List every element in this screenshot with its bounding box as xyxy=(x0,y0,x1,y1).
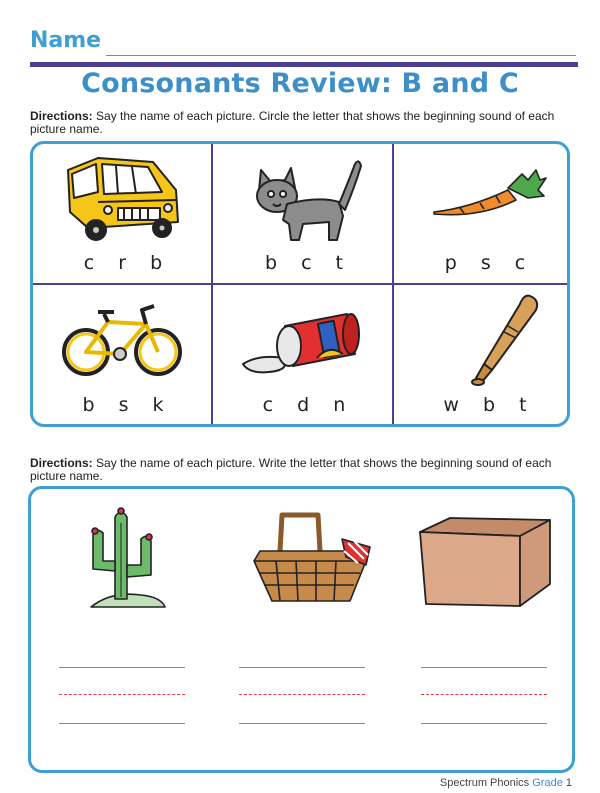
basket-icon xyxy=(246,511,386,621)
title-rule xyxy=(30,62,578,67)
grid-cell-bicycle xyxy=(33,286,213,427)
write-line-top[interactable] xyxy=(59,667,185,668)
directions-label: Directions: xyxy=(30,456,93,470)
directions-label: Directions: xyxy=(30,109,93,123)
page-title: Consonants Review: B and C xyxy=(81,68,519,99)
write-line-top[interactable] xyxy=(421,667,547,668)
footer xyxy=(440,777,572,789)
footer-book: Spectrum Phonics xyxy=(439,777,533,789)
letter-choices[interactable]: b s k xyxy=(82,394,164,416)
grid-cell-bat xyxy=(395,286,570,427)
write-line-mid[interactable] xyxy=(421,694,547,695)
circle-letter-grid xyxy=(30,141,570,427)
bat-icon xyxy=(420,292,550,387)
letter-choices[interactable]: c d n xyxy=(262,394,346,416)
letter-choices[interactable]: c r b xyxy=(83,252,163,274)
grid-cell-carrot xyxy=(395,144,570,285)
directions-2 xyxy=(30,457,570,483)
cactus-icon xyxy=(61,499,201,609)
paint-can-icon xyxy=(239,292,369,387)
cat-icon xyxy=(239,150,369,245)
letter-choices[interactable]: p s c xyxy=(444,252,526,274)
write-line-mid[interactable] xyxy=(239,694,365,695)
grid-cell-paint-can xyxy=(214,286,394,427)
carrot-icon xyxy=(420,150,550,245)
footer-grade: Grade xyxy=(532,777,563,789)
grid-cell-cat xyxy=(214,144,394,285)
box-icon xyxy=(416,514,556,624)
bus-icon xyxy=(58,150,188,245)
name-label: Name xyxy=(30,28,102,53)
write-line-bottom[interactable] xyxy=(239,723,365,724)
write-line-bottom[interactable] xyxy=(421,723,547,724)
write-letter-box xyxy=(28,486,575,773)
name-write-line[interactable] xyxy=(106,55,576,56)
bicycle-icon xyxy=(58,292,188,387)
letter-choices[interactable]: w b t xyxy=(443,394,527,416)
directions-text: Say the name of each picture. Write the letter that shows the beginning sound of each picture name. xyxy=(30,456,552,483)
directions-text: Say the name of each picture. Circle the letter that shows the beginning sound of each picture name. xyxy=(30,109,555,136)
letter-choices[interactable]: b c t xyxy=(264,252,344,274)
write-line-bottom[interactable] xyxy=(59,723,185,724)
footer-grade-number: 1 xyxy=(562,777,572,789)
directions-1 xyxy=(30,110,570,136)
grid-cell-bus xyxy=(33,144,213,285)
write-line-mid[interactable] xyxy=(59,694,185,695)
write-line-top[interactable] xyxy=(239,667,365,668)
